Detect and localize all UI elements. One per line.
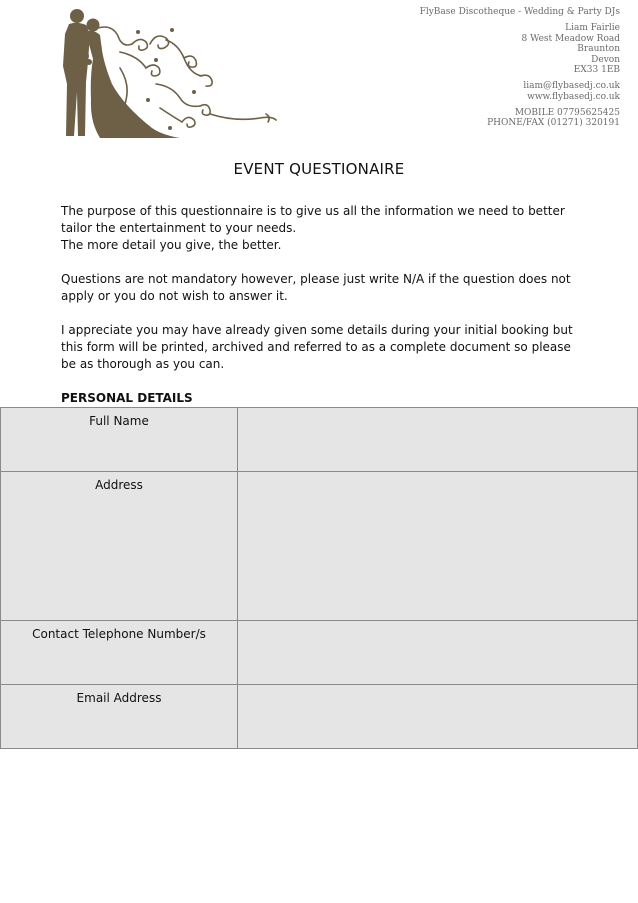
intro-paragraph: I appreciate you may have already given some details during your initial booking but this form will be printed, archived and referred to as a complete document so please be as thorough as you can. <box>61 323 573 371</box>
address-line: EX33 1EB <box>573 65 620 75</box>
company-contact-block <box>420 7 620 129</box>
field-label-cell <box>1 621 238 685</box>
table-row <box>1 621 638 685</box>
contact-name: Liam Fairlie <box>565 23 620 33</box>
field-label-cell <box>1 408 238 472</box>
wedding-couple-silhouette-icon <box>60 4 280 142</box>
company-website: www.flybasedj.co.uk <box>527 91 620 102</box>
field-label-cell <box>1 472 238 621</box>
telephone-field[interactable] <box>238 621 638 685</box>
table-row <box>1 472 638 621</box>
personal-details-table <box>0 407 638 749</box>
address-line: Braunton <box>577 44 620 54</box>
company-name: FlyBase Discotheque - Wedding & Party DJs <box>419 7 620 17</box>
company-mobile: MOBILE 07795625425 <box>514 107 620 118</box>
table-row <box>1 685 638 749</box>
section-heading-personal-details: PERSONAL DETAILS <box>61 391 193 405</box>
intro-text <box>61 203 581 390</box>
company-email: liam@flybasedj.co.uk <box>523 81 620 91</box>
intro-paragraph: The purpose of this questionnaire is to give us all the information we need to better tailor the entertainment to your needs. <box>61 204 565 235</box>
address-label: Address <box>95 478 143 492</box>
company-phone-fax: PHONE/FAX (01271) 320191 <box>487 118 620 128</box>
address-line: 8 West Meadow Road <box>521 33 620 44</box>
full-name-label: Full Name <box>89 414 149 428</box>
email-address-field[interactable] <box>238 685 638 749</box>
address-field[interactable] <box>238 472 638 621</box>
table-row <box>1 408 638 472</box>
page-title: EVENT QUESTIONAIRE <box>233 160 405 178</box>
field-label-cell <box>1 685 238 749</box>
intro-paragraph: The more detail you give, the better. <box>61 238 282 252</box>
company-logo <box>60 4 280 142</box>
full-name-field[interactable] <box>238 408 638 472</box>
email-address-label: Email Address <box>76 691 162 705</box>
intro-paragraph: Questions are not mandatory however, please just write N/A if the question does not apply or you do not wish to answer it. <box>61 272 571 303</box>
telephone-label: Contact Telephone Number/s <box>32 627 206 641</box>
address-line: Devon <box>591 54 620 65</box>
